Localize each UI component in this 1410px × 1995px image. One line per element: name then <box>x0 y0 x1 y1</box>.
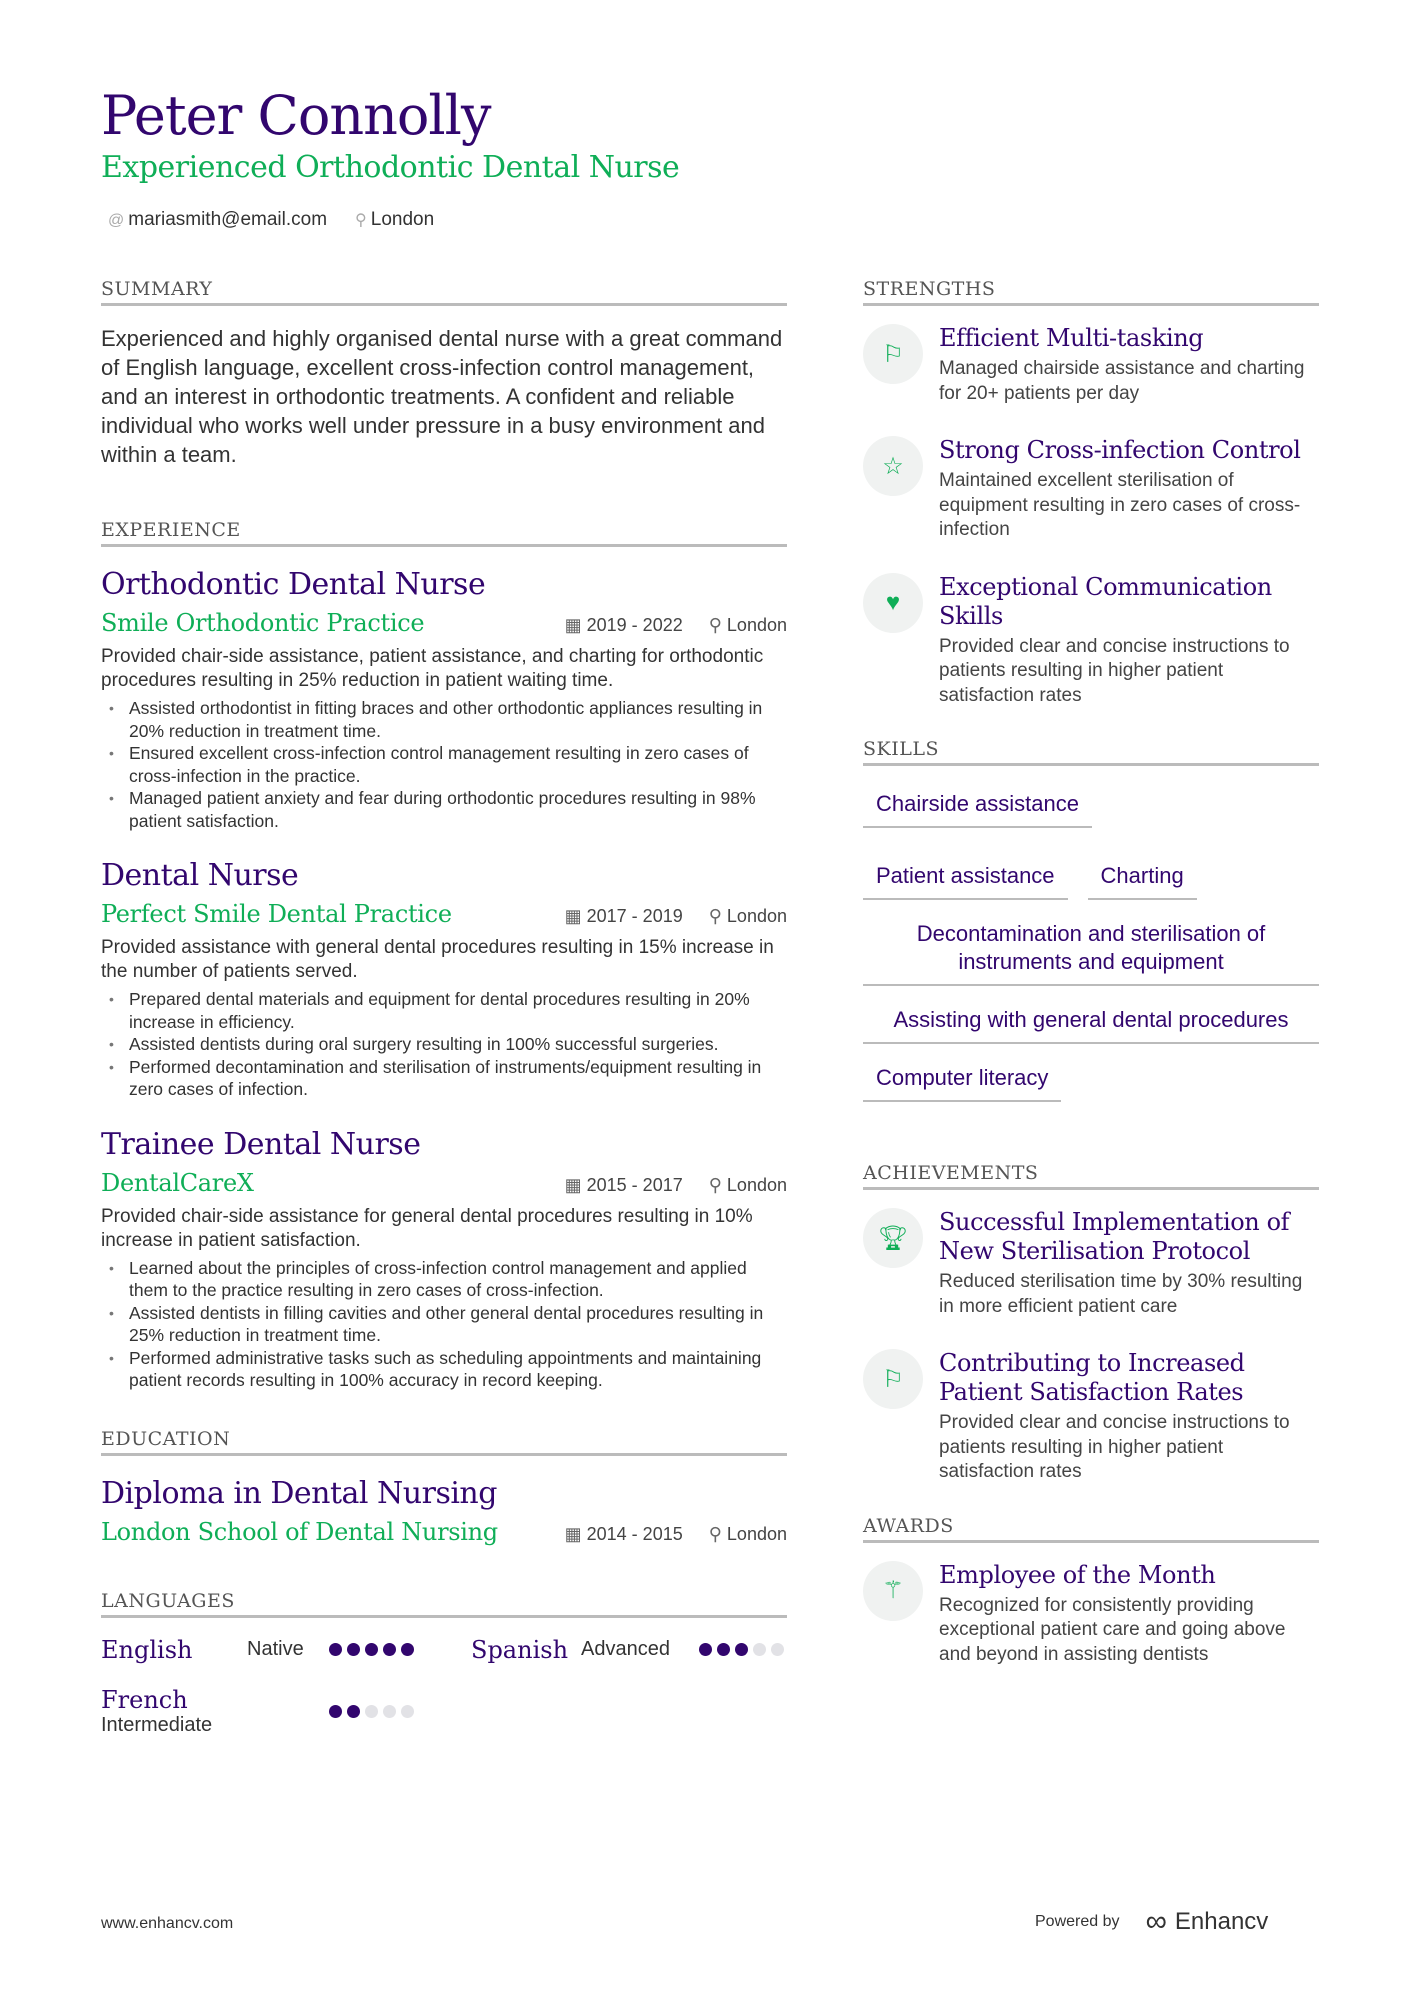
job-location: London <box>726 615 787 635</box>
job-location: London <box>726 1174 787 1195</box>
location-pin-icon: ⚲ <box>355 212 367 229</box>
infinity-logo-icon: ∞ <box>1145 1905 1167 1938</box>
section-heading-languages: LANGUAGES <box>101 1590 787 1618</box>
bullet-item: • Assisted orthodontist in fitting braces and other orthodontic appliances resulting in 20% reduction in treatment time. <box>101 697 787 742</box>
strengths-item <box>863 324 1319 406</box>
item-description: Managed chairside assistance and charting for 20+ patients per day <box>939 358 1305 404</box>
job-location: London <box>726 906 787 926</box>
enhancv-logo[interactable] <box>1146 1905 1269 1939</box>
skill-tag: Patient assistance <box>863 856 1068 900</box>
flag-icon: ⚐ <box>863 324 923 384</box>
language-name: Spanish <box>471 1635 569 1664</box>
section-heading-skills: SKILLS <box>863 738 1319 766</box>
proficiency-dot <box>383 1705 396 1718</box>
education-location: London <box>726 1523 787 1544</box>
calendar-icon: ▦ <box>564 1174 582 1195</box>
item-title: Contributing to Increased Patient Satisfaction Rates <box>939 1349 1245 1406</box>
proficiency-dot <box>753 1643 766 1656</box>
proficiency-dot <box>347 1705 360 1718</box>
language-name: French <box>101 1685 188 1714</box>
bullet-item: • Assisted dentists during oral surgery resulting in 100% successful surgeries. <box>101 1033 787 1056</box>
item-description: Provided clear and concise instructions to patients resulting in higher patient satisfaction rates <box>939 635 1290 706</box>
education-entry <box>101 1474 787 1550</box>
experience-entry <box>101 856 787 1101</box>
languages-list <box>101 1636 787 1737</box>
bullet-item: • Performed administrative tasks such as scheduling appointments and maintaining patient records resulting in 100% accuracy in record keeping. <box>101 1347 787 1392</box>
bullet-item: • Ensured excellent cross-infection control management resulting in zero cases of cross-infection in the practice. <box>101 742 787 787</box>
item-title: Successful Implementation of New Sterilisation Protocol <box>939 1208 1290 1265</box>
strengths-item <box>863 436 1319 543</box>
skill-tag: Assisting with general dental procedures <box>863 1000 1319 1044</box>
proficiency-dot <box>401 1643 414 1656</box>
company-name: Smile Orthodontic Practice <box>101 609 425 637</box>
job-title: Trainee Dental Nurse <box>101 1126 421 1162</box>
proficiency-dot <box>347 1643 360 1656</box>
experience-list <box>101 565 787 1392</box>
candidate-title: Experienced Orthodontic Dental Nurse <box>101 150 680 185</box>
location-pin-icon: ⚲ <box>708 1174 722 1195</box>
awards-item <box>863 1561 1319 1668</box>
degree: Diploma in Dental Nursing <box>101 1475 497 1511</box>
job-title: Dental Nurse <box>101 858 299 893</box>
skills-list <box>863 784 1319 1102</box>
language-level: Advanced <box>581 1638 670 1660</box>
job-dates: 2017 - 2019 <box>586 906 683 926</box>
job-description: Provided chair-side assistance for general dental procedures resulting in 10% increase in patient satisfaction. <box>101 1205 753 1251</box>
language-english <box>101 1636 471 1664</box>
item-title: Employee of the Month <box>939 1560 1216 1589</box>
job-bullets <box>101 988 787 1101</box>
achievements-list <box>863 1208 1319 1485</box>
school: London School of Dental Nursing <box>101 1517 498 1546</box>
job-bullets <box>101 1257 787 1392</box>
email-text: mariasmith@email.com <box>128 209 328 230</box>
item-title: Efficient Multi-tasking <box>939 324 1204 352</box>
section-heading-awards: AWARDS <box>863 1515 1319 1543</box>
experience-entry <box>101 565 787 832</box>
bullet-item: • Learned about the principles of cross-infection control management and applied them to the practice resulting in zero cases of cross-infection. <box>101 1257 787 1302</box>
proficiency-dot <box>735 1643 748 1656</box>
right-column <box>863 278 1319 1697</box>
language-level: Intermediate <box>101 1713 213 1736</box>
bullet-item: • Performed decontamination and sterilisation of instruments/equipment resulting in zero cases of infection. <box>101 1056 787 1101</box>
awards-list <box>863 1561 1319 1668</box>
contact-info <box>108 209 434 231</box>
language-french <box>101 1686 471 1737</box>
section-heading-education: EDUCATION <box>101 1428 787 1456</box>
brand-name: Enhancv <box>1174 1908 1269 1935</box>
heart-icon: ♥ <box>863 573 923 633</box>
language-level: Native <box>247 1638 304 1660</box>
bullet-item: • Managed patient anxiety and fear during orthodontic procedures resulting in 98% patient satisfaction. <box>101 787 787 832</box>
item-title: Strong Cross-infection Control <box>939 436 1301 464</box>
at-icon: @ <box>108 212 125 229</box>
skill-tag: Chairside assistance <box>863 784 1092 828</box>
magic-wand-icon: ⚚ <box>863 1561 923 1621</box>
star-icon: ☆ <box>863 436 923 496</box>
job-dates: 2019 - 2022 <box>586 615 683 635</box>
strengths-list <box>863 324 1319 708</box>
job-dates: 2015 - 2017 <box>586 1174 683 1195</box>
bullet-item: • Prepared dental materials and equipment for dental procedures resulting in 20% increase in efficiency. <box>101 988 787 1033</box>
location-pin-icon: ⚲ <box>708 906 722 926</box>
experience-entry <box>101 1125 787 1392</box>
education-dates: 2014 - 2015 <box>586 1523 683 1544</box>
item-description: Reduced sterilisation time by 30% resulting in more efficient patient care <box>939 1271 1303 1317</box>
proficiency-dot <box>401 1705 414 1718</box>
section-heading-summary: SUMMARY <box>101 278 787 306</box>
skill-tag: Charting <box>1088 856 1197 900</box>
proficiency-dot <box>771 1643 784 1656</box>
flag-icon: ⚐ <box>863 1349 923 1409</box>
achievements-item <box>863 1208 1319 1319</box>
proficiency-dot <box>365 1705 378 1718</box>
item-description: Recognized for consistently providing exceptional patient care and going above and beyond in assisting dentists <box>939 1594 1286 1665</box>
language-spanish <box>471 1636 787 1664</box>
powered-by-text: Powered by <box>1035 1913 1120 1930</box>
job-description: Provided assistance with general dental procedures resulting in 15% increase in the number of patients served. <box>101 937 774 982</box>
proficiency-dot <box>365 1643 378 1656</box>
section-heading-strengths: STRENGTHS <box>863 278 1319 306</box>
powered-by <box>1035 1905 1268 1939</box>
email-contact[interactable] <box>108 209 327 231</box>
section-heading-achievements: ACHIEVEMENTS <box>863 1162 1319 1190</box>
proficiency-dots <box>699 1643 784 1656</box>
skill-tag: Computer literacy <box>863 1058 1061 1102</box>
skill-tag: Decontamination and sterilisation of instruments and equipment <box>863 914 1319 986</box>
item-title: Exceptional Communication Skills <box>939 572 1272 630</box>
proficiency-dots <box>329 1705 414 1718</box>
proficiency-dot <box>717 1643 730 1656</box>
company-name: DentalCareX <box>101 1168 254 1197</box>
language-name: English <box>101 1635 193 1664</box>
bullet-item: • Assisted dentists in filling cavities and other general dental procedures resulting in 25% reduction in treatment time. <box>101 1302 787 1347</box>
section-heading-experience: EXPERIENCE <box>101 519 787 547</box>
location-contact <box>355 209 434 231</box>
calendar-icon: ▦ <box>564 615 582 635</box>
left-column <box>101 278 787 1737</box>
proficiency-dot <box>329 1705 342 1718</box>
job-description: Provided chair-side assistance, patient assistance, and charting for orthodontic procedures resulting in 25% reduction in patient waiting time. <box>101 646 764 691</box>
location-text: London <box>370 209 435 230</box>
candidate-name: Peter Connolly <box>101 84 491 147</box>
achievements-item <box>863 1349 1319 1485</box>
website-link[interactable]: www.enhancv.com <box>101 1915 234 1932</box>
proficiency-dot <box>699 1643 712 1656</box>
item-description: Maintained excellent sterilisation of equipment resulting in zero cases of cross-infection <box>939 470 1301 540</box>
calendar-icon: ▦ <box>564 1523 582 1544</box>
job-bullets <box>101 697 787 832</box>
calendar-icon: ▦ <box>564 906 582 926</box>
item-description: Provided clear and concise instructions to patients resulting in higher patient satisfaction rates <box>939 1412 1290 1482</box>
proficiency-dot <box>329 1643 342 1656</box>
strengths-item <box>863 573 1319 709</box>
trophy-icon: 🏆︎ <box>863 1208 923 1268</box>
job-title: Orthodontic Dental Nurse <box>101 567 486 602</box>
proficiency-dots <box>329 1643 414 1656</box>
location-pin-icon: ⚲ <box>708 1523 722 1544</box>
summary-text: Experienced and highly organised dental nurse with a great command of English language, excellent cross-infection control management, and an interest in orthodontic treatments. A confident and reliable individual who works well under pressure in a busy environment and within a team. <box>101 326 783 467</box>
proficiency-dot <box>383 1643 396 1656</box>
company-name: Perfect Smile Dental Practice <box>101 900 452 928</box>
location-pin-icon: ⚲ <box>708 615 722 635</box>
